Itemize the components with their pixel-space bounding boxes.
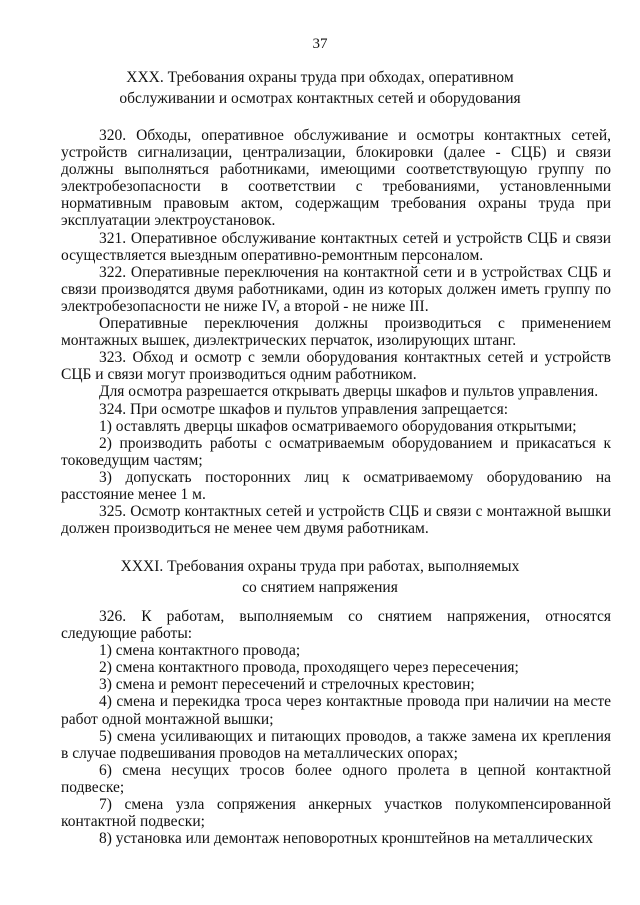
list-item-326-2: 2) смена контактного провода, проходящего через пересечения; (99, 659, 519, 677)
section-30-title-line-1: XXX. Требования охраны труда при обходах, оперативном (126, 69, 514, 86)
section-31-title-line-1: XXXI. Требования охраны труда при работах, выполняемых (120, 558, 520, 575)
page-number: 37 (312, 36, 328, 52)
paragraph-320: 320. Обходы, оперативное обслуживание и осмотры контактных сетей, устройств сигнализации, централизации, блокировки (далее - СЦБ) и связи должны выполняться работниками, имеющими соответствующую группу по электробезопасности в соответствии с требованиями, установленными нормативным правовым актом, содержащим требования охраны труда при эксплуатации электроустановок. (61, 127, 611, 230)
section-31-title-line-2: со снятием напряжения (242, 579, 398, 596)
section-30-heading (0, 67, 640, 109)
list-item-326-8: 8) установка или демонтаж неповоротных кронштейнов на металлических (99, 830, 593, 848)
section-31-body (61, 608, 611, 847)
section-30-title-line-2: обслуживании и осмотрах контактных сетей и оборудования (119, 90, 521, 107)
list-item-326-5: 5) смена усиливающих и питающих проводов, а также замена их крепления в случае подвешивания проводов на металлических опорах; (61, 727, 611, 762)
paragraph-323: 323. Обход и осмотр с земли оборудования контактных сетей и устройств СЦБ и связи могут производиться одним работником. (61, 349, 611, 384)
list-item-324-3: 3) допускать посторонних лиц к осматриваемому оборудованию на расстояние менее 1 м. (61, 468, 611, 503)
section-30-body (61, 127, 611, 537)
paragraph-323-inspection: Для осмотра разрешается открывать дверцы шкафов и пультов управления. (99, 383, 599, 401)
paragraph-321: 321. Оперативное обслуживание контактных сетей и устройств СЦБ и связи осуществляется выездным оперативно-ремонтным персоналом. (61, 229, 611, 264)
paragraph-325: 325. Осмотр контактных сетей и устройств СЦБ и связи с монтажной вышки должен производиться не менее чем двумя работникам. (61, 503, 611, 538)
paragraph-322: 322. Оперативные переключения на контактной сети и в устройствах СЦБ и связи производятся двумя работниками, один из которых должен иметь группу по электробезопасности не ниже IV, а второй - не ниже III. (61, 263, 611, 315)
list-item-326-3: 3) смена и ремонт пересечений и стрелочных крестовин; (99, 676, 475, 694)
list-item-324-1: 1) оставлять дверцы шкафов осматриваемого оборудования открытыми; (99, 417, 577, 435)
list-item-326-7: 7) смена узла сопряжения анкерных участков полукомпенсированной контактной подвески; (61, 796, 611, 831)
list-item-326-6: 6) смена несущих тросов более одного пролета в цепной контактной подвеске; (61, 761, 611, 796)
list-item-324-2: 2) производить работы с осматриваемым оборудованием и прикасаться к токоведущим частям; (61, 434, 611, 469)
list-item-326-4: 4) смена и перекидка троса через контактные провода при наличии на месте работ одной монтажной вышки; (61, 693, 611, 728)
paragraph-322-switching: Оперативные переключения должны производиться с применением монтажных вышек, диэлектрических перчаток, изолирующих штанг. (61, 315, 611, 350)
paragraph-324: 324. При осмотре шкафов и пультов управления запрещается: (99, 400, 509, 418)
paragraph-326: 326. К работам, выполняемым со снятием напряжения, относятся следующие работы: (61, 608, 611, 643)
list-item-326-1: 1) смена контактного провода; (99, 642, 301, 660)
section-31-heading (0, 556, 640, 598)
